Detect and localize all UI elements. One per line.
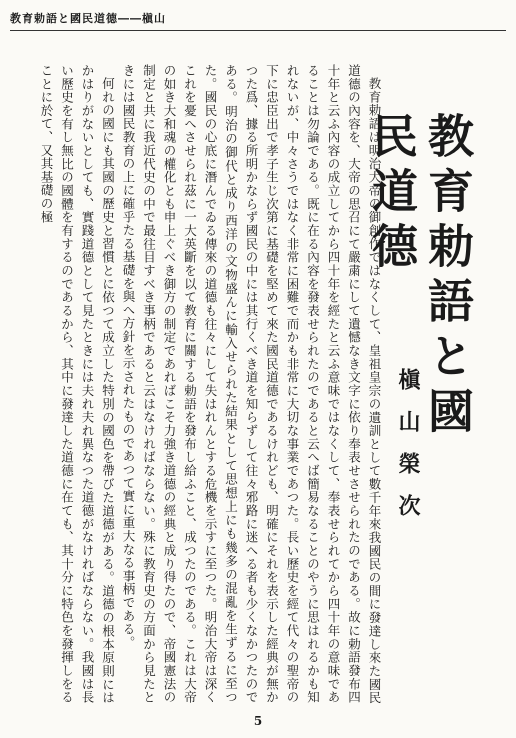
- article-body: [26, 64, 384, 704]
- body-paragraph: 教育勅語は明治大帝の御創作ではなくして、皇祖皇宗の遺訓として數千年來我國民の間に發達し來た國民道德の內容を、大帝の思召にて嚴粛にして遺憾なき文字に依り奉表せさせられたのである。故に勅語發布四十年と云ふ內容の成立してから四十年を經たと云ふ意味ではなくして、奉表せられてから四十年の意味であることは勿論である。既に在る內容を發表せられたのであると云へば簡易なることのやうに思はれるかも知れないが、中々さうではなく非常に困難で而かも非常に大切な事業であつた。長い歷史を經て代々の聖帝の下に忠臣出で孝子生じ次第に基礎を堅めて來た國民道德であるけれども、明確にそれを表示した經典が無かつた爲、據る所明かならず國民の中には其行くべき道を知らずして往々邪路に迷へる者も少くなかつたのである。明治の御代と成り西洋の文物盛んに輸入せられた結果として思想上にも幾多の混亂を生ずるに至つた。國民の心底に潛んでゐる傳來の道德も往々にして失はれんとする危機を示すに至つた。明治大帝は深くこれを憂へさせられ茲に一大英斷を以て教育に關する勅語を發布し給ふこと、成つたのである。これは大帝の如き大和魂の權化とも申上ぐべき御方の制定であればこそ力強き道德の經典と成り得たので、帝國憲法の制定と共に我近代史の中で最往目すべき事柄であると云はなければならない。殊に教育史の方面から見たときには國民教育の上に確乎たる基礎を與へ方針を示されたものであつて實に重大なる事柄である。: [121, 64, 382, 704]
- article-title: 教育勅語と國民道德: [365, 112, 475, 442]
- header-rule: [10, 30, 506, 31]
- article-author: 槇山榮次: [395, 368, 421, 536]
- page-number: 5: [253, 714, 263, 728]
- body-paragraph: 何れの國にも其國の歷史と習慣とに依つて成立した特別の國色を帶びた道德がある。道德の根本原則にはかはりがないとしても、實踐道德として見たときには夫れ夫れ異なつた道德がなければならない。我國は長い歷史を有し無比の國體を有するのであるから、其中に發達した道德に在ても、其十分に特色を發揮しをることに於て、又其基礎の極: [39, 64, 116, 704]
- running-head: 教育勅語と國民道德――槇山: [10, 12, 166, 25]
